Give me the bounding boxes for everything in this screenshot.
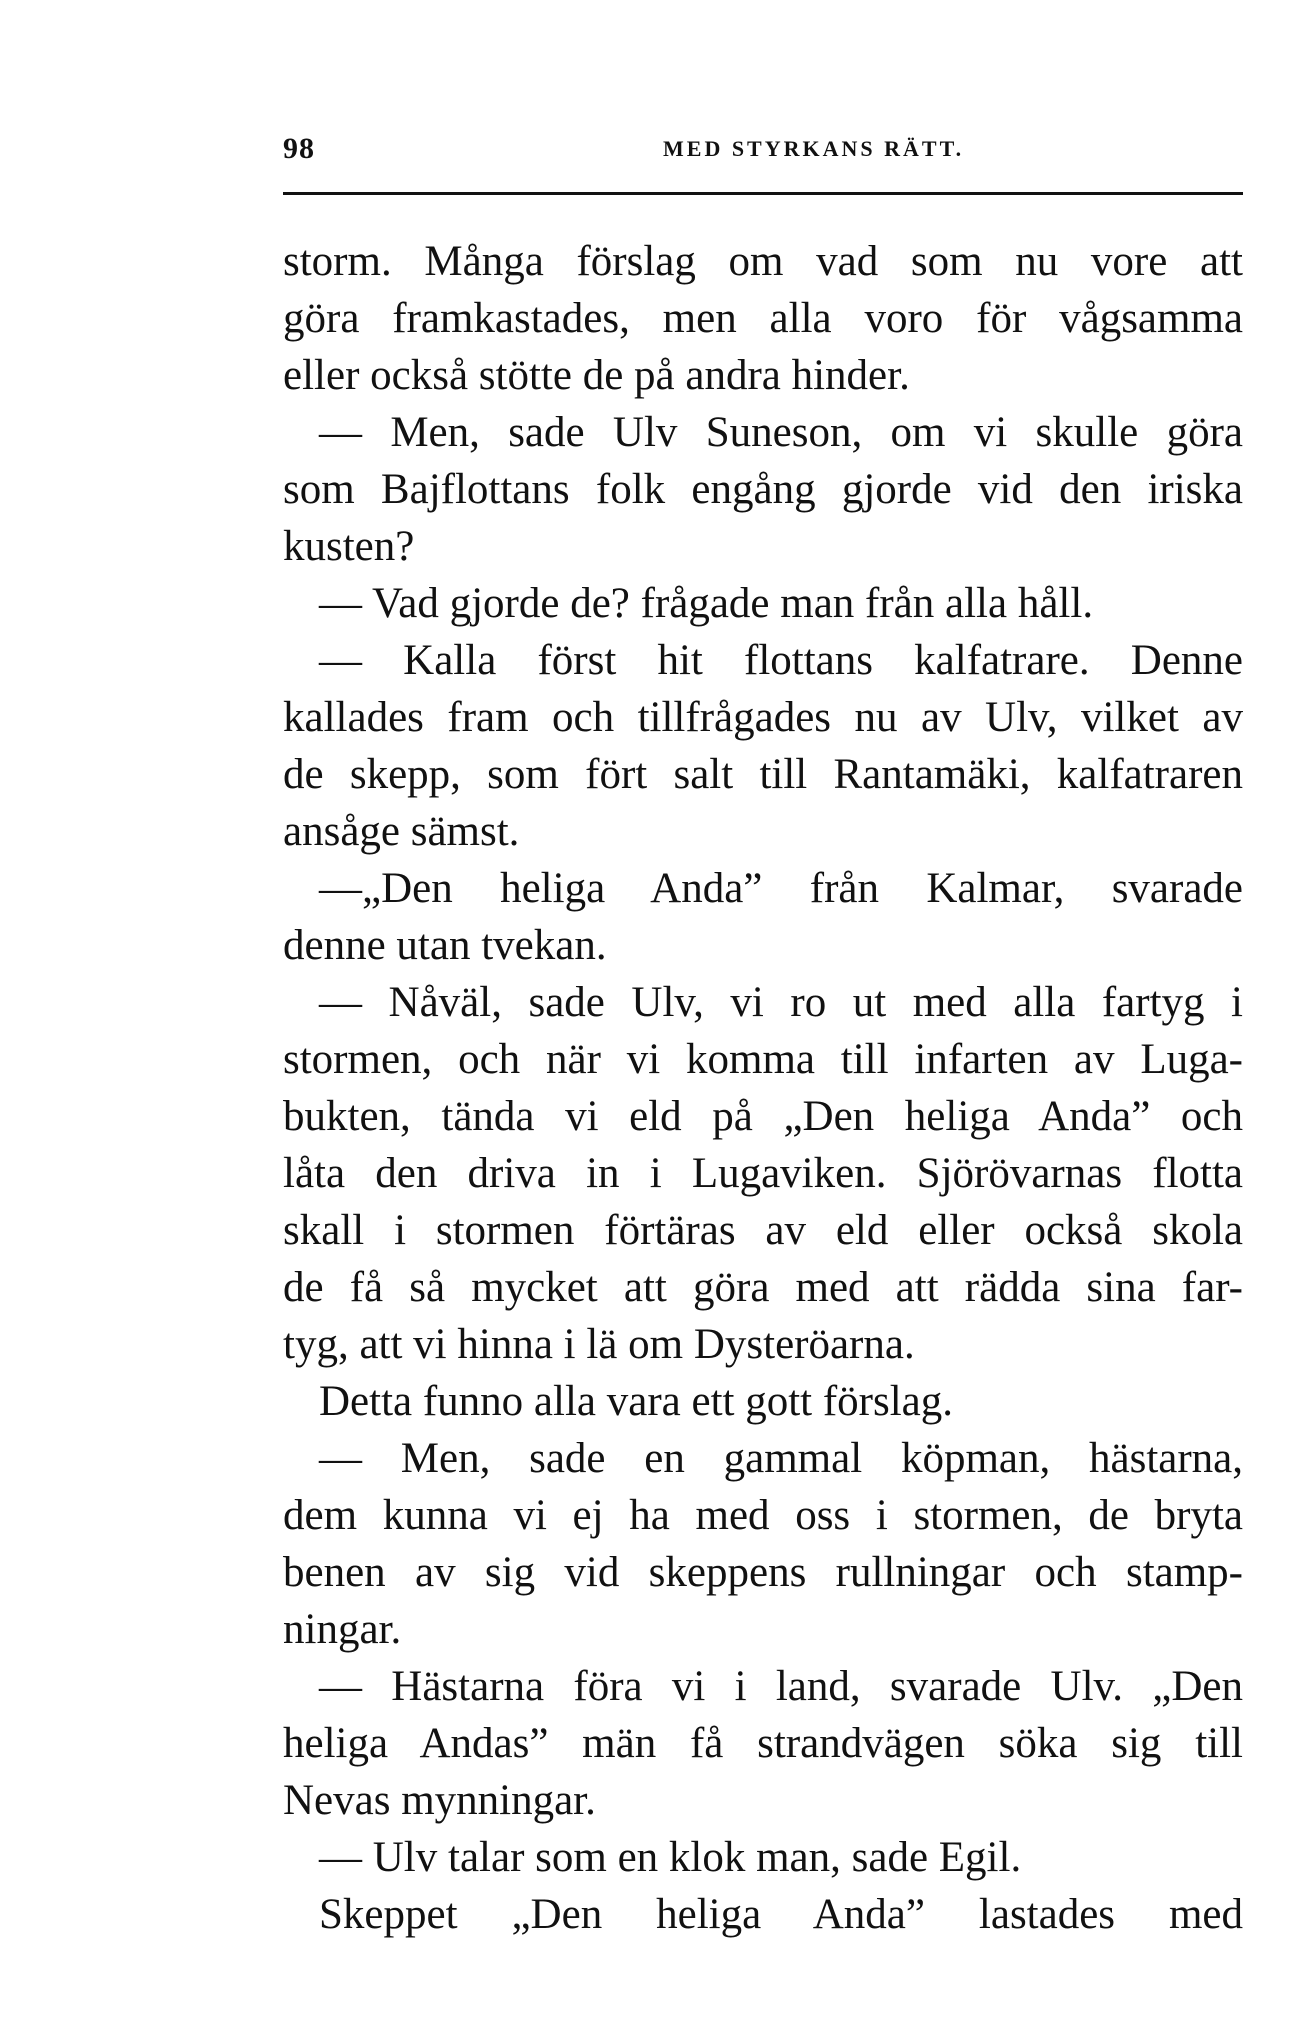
text-line: benen av sig vid skeppens rullningar och stamp- [283, 1549, 1243, 1596]
text-line: som Bajflottans folk engång gjorde vid den iriska [283, 466, 1243, 513]
text-line: kallades fram och tillfrågades nu av Ulv, vilket av [283, 694, 1243, 741]
text-line: — Men, sade Ulv Suneson, om vi skulle göra [319, 409, 1243, 456]
running-head [283, 132, 1243, 180]
text-line: eller också stötte de på andra hinder. [283, 352, 910, 399]
text-line: — Nåväl, sade Ulv, vi ro ut med alla fartyg i [319, 979, 1243, 1026]
text-line: dem kunna vi ej ha med oss i stormen, de bryta [283, 1492, 1243, 1539]
text-line: kusten? [283, 523, 415, 570]
text-line: heliga Andas” män få strandvägen söka sig till [283, 1720, 1243, 1767]
text-line: denne utan tvekan. [283, 922, 607, 969]
text-line: bukten, tända vi eld på „Den heliga Anda” och [283, 1093, 1243, 1140]
text-line: låta den driva in i Lugaviken. Sjörövarnas flotta [283, 1150, 1243, 1197]
text-line: Skeppet „Den heliga Anda” lastades med [319, 1891, 1243, 1938]
text-line: de skepp, som fört salt till Rantamäki, kalfatraren [283, 751, 1243, 798]
text-line: ningar. [283, 1606, 402, 1653]
text-line: Detta funno alla vara ett gott förslag. [319, 1378, 954, 1425]
text-line: — Hästarna föra vi i land, svarade Ulv. „Den [319, 1663, 1243, 1710]
text-line: Nevas mynningar. [283, 1777, 596, 1824]
text-line: stormen, och när vi komma till infarten av Luga- [283, 1036, 1243, 1083]
text-line: ansåge sämst. [283, 808, 520, 855]
text-line: tyg, att vi hinna i lä om Dysteröarna. [283, 1321, 915, 1368]
text-line: storm. Många förslag om vad som nu vore att [283, 238, 1243, 285]
text-line: — Men, sade en gammal köpman, hästarna, [319, 1435, 1243, 1482]
page-number: 98 [283, 132, 315, 165]
body-text [283, 233, 1243, 1943]
running-title: MED STYRKANS RÄTT. [663, 136, 965, 161]
header-rule [283, 192, 1243, 195]
text-line: —„Den heliga Anda” från Kalmar, svarade [319, 865, 1243, 912]
text-line: göra framkastades, men alla voro för vågsamma [283, 295, 1243, 342]
text-line: de få så mycket att göra med att rädda sina far- [283, 1264, 1243, 1311]
text-line: — Vad gjorde de? frågade man från alla håll. [319, 580, 1094, 627]
text-line: — Ulv talar som en klok man, sade Egil. [319, 1834, 1022, 1881]
text-line: — Kalla först hit flottans kalfatrare. Denne [319, 637, 1243, 684]
text-line: skall i stormen förtäras av eld eller också skola [283, 1207, 1243, 1254]
